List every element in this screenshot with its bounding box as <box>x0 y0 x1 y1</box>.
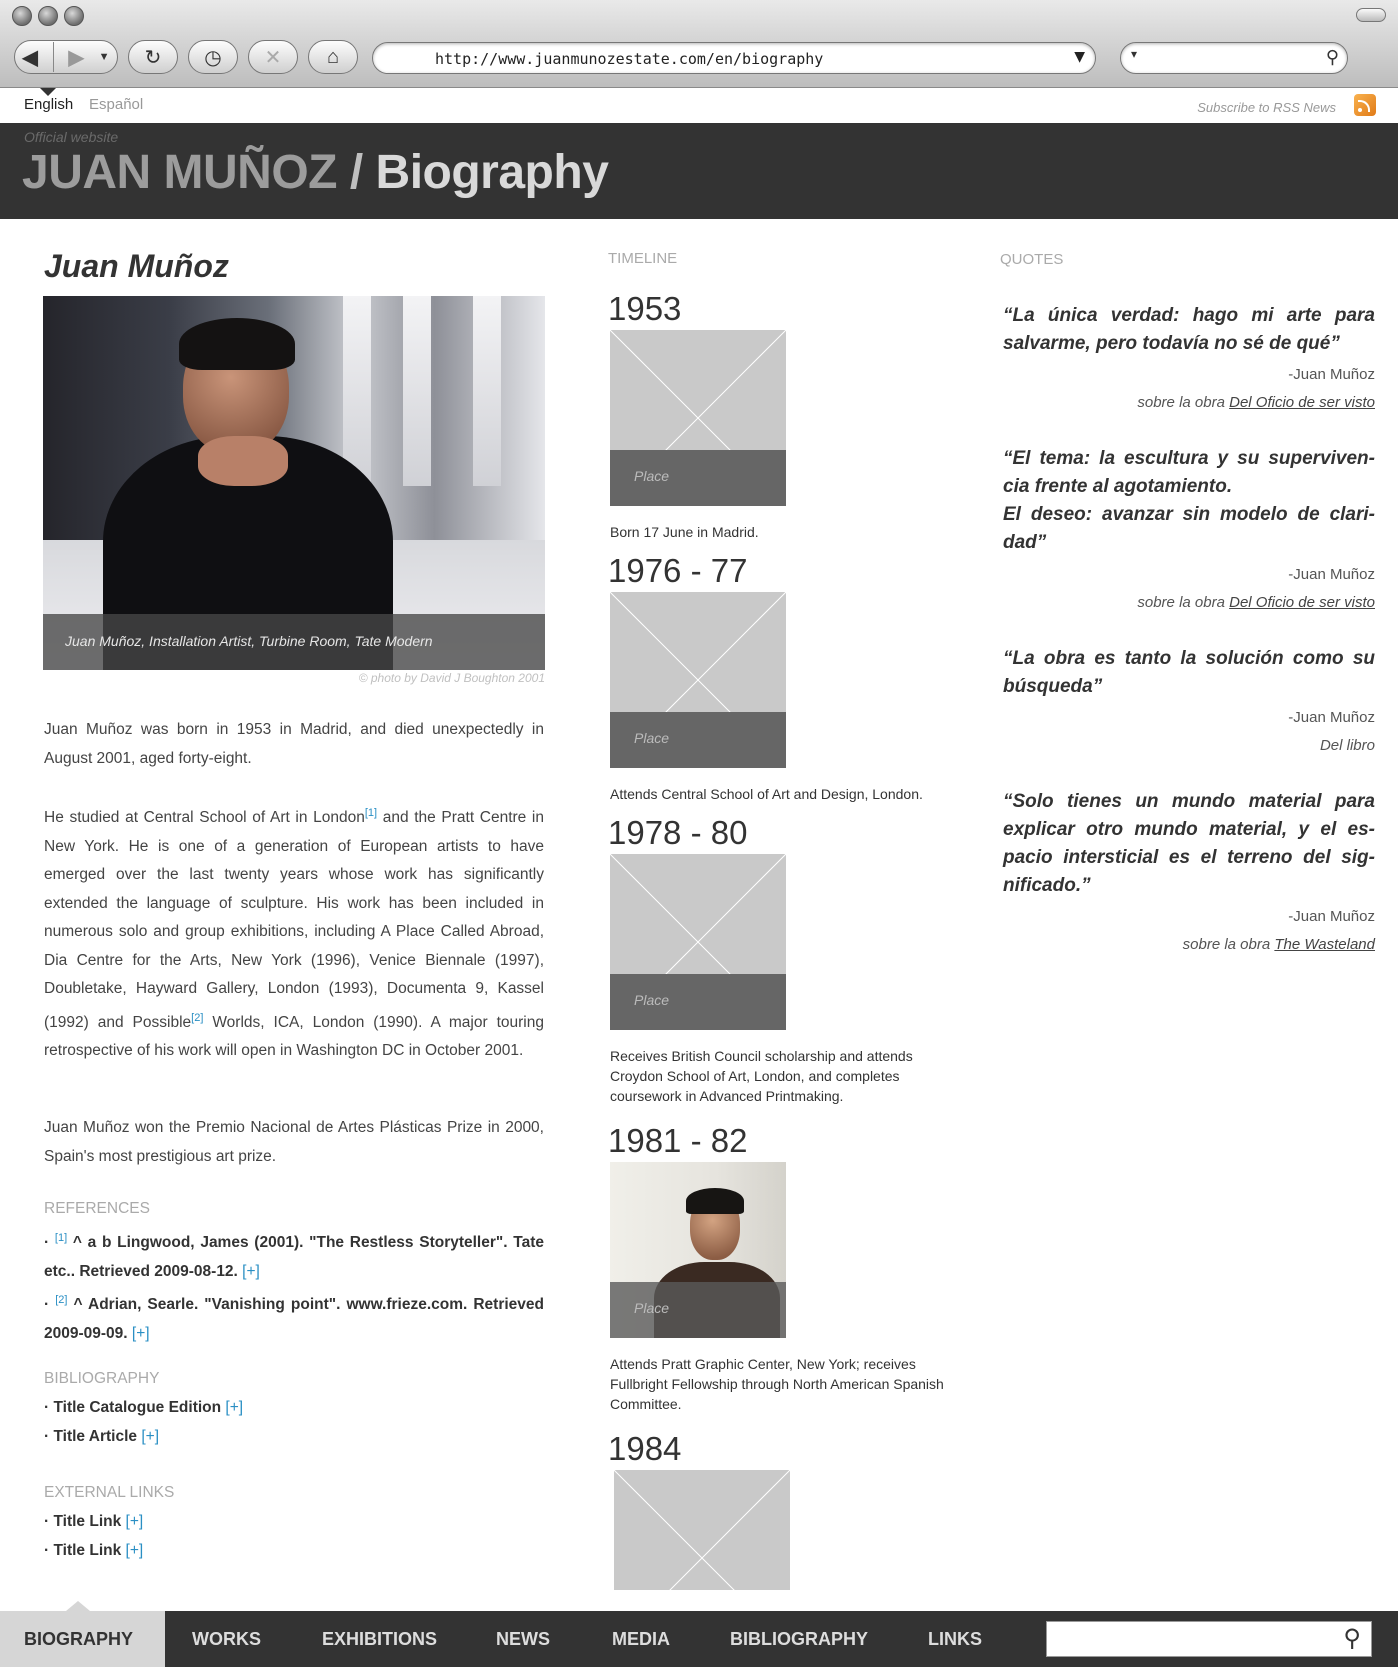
quote-source <box>1003 936 1375 953</box>
expand-button[interactable]: [+] <box>125 1513 144 1530</box>
background-window <box>403 296 431 486</box>
site-subtitle: Official website <box>24 129 119 145</box>
reference-text: ^ a b Lingwood, James (2001). "The Restless Storyteller". Tate etc.. Retrieved 2009-08-12. <box>44 1234 544 1280</box>
bottom-navigation <box>0 1611 1398 1667</box>
timeline-year: 1953 <box>608 290 682 327</box>
photo-credit: © photo by David J Boughton 2001 <box>358 671 545 685</box>
figure-hands <box>198 436 288 486</box>
timeline-year: 1978 - 80 <box>608 814 748 851</box>
timeline-description: Attends Central School of Art and Design, London. <box>610 786 923 802</box>
source-prefix: sobre la obra <box>1137 394 1230 411</box>
quotes-title: QUOTES <box>1000 251 1064 268</box>
back-forward-group <box>14 40 118 74</box>
nav-media[interactable]: MEDIA <box>612 1629 670 1649</box>
active-language-indicator <box>40 88 56 96</box>
quote-text <box>1003 445 1375 557</box>
quote-author: -Juan Muñoz <box>1288 709 1375 726</box>
reference-link[interactable]: [1] <box>364 807 378 819</box>
quote-text: “Solo tienes un mundo material para explicar otro mundo material, y el es-pacio intersticial es el terreno del sig-nificado.” <box>1003 791 1375 896</box>
source-prefix: sobre la obra <box>1137 594 1230 611</box>
timeline-year: 1984 <box>608 1430 682 1467</box>
bio-text-segment: He studied at Central School of Art in London <box>44 809 365 827</box>
reference-item <box>44 1224 544 1286</box>
nav-links[interactable]: LINKS <box>928 1629 982 1649</box>
nav-exhibitions[interactable]: EXHIBITIONS <box>322 1629 438 1649</box>
quote-text: “La obra es tanto la solución como su búsqueda” <box>1003 648 1375 697</box>
minimize-window-icon[interactable] <box>38 6 58 26</box>
expand-button[interactable]: [+] <box>131 1324 150 1342</box>
timeline-place-label: Place <box>610 974 786 1030</box>
timeline-place-label: Place <box>610 1282 786 1338</box>
history-button[interactable] <box>188 40 238 74</box>
references-title: REFERENCES <box>44 1200 150 1217</box>
artist-name[interactable]: JUAN MUÑOZ <box>22 146 337 199</box>
expand-button[interactable]: [+] <box>141 1427 160 1445</box>
quote-source <box>1003 394 1375 411</box>
address-bar[interactable] <box>372 42 1096 74</box>
title-separator: / <box>349 146 363 199</box>
search-engine-dropdown-icon[interactable]: ▾ <box>1131 47 1138 61</box>
bio-paragraph: Juan Muñoz was born in 1953 in Madrid, and died unexpectedly in August 2001, aged forty-eight. <box>44 721 544 767</box>
placeholder-cross-icon <box>614 1470 790 1590</box>
timeline-year: 1981 - 82 <box>608 1122 748 1159</box>
search-icon: ⚲ <box>1325 47 1339 67</box>
source-link[interactable]: The Wasteland <box>1274 936 1375 953</box>
reference-item <box>44 1286 544 1348</box>
url-text: http://www.juanmunozestate.com/en/biography <box>435 50 824 68</box>
close-window-icon[interactable] <box>12 6 32 26</box>
list-item[interactable] <box>44 1508 143 1537</box>
quote-source <box>1003 594 1375 611</box>
source-text: Del libro <box>1319 737 1375 754</box>
list-item[interactable] <box>44 1423 243 1452</box>
external-link-label[interactable]: · Title Link <box>44 1513 126 1530</box>
external-links-title: EXTERNAL LINKS <box>44 1484 175 1501</box>
quote-author: -Juan Muñoz <box>1288 566 1375 583</box>
zoom-window-icon[interactable] <box>64 6 84 26</box>
reference-text: ^ Adrian, Searle. "Vanishing point". www.frieze.com. Retrieved 2009-09-09. <box>44 1296 545 1342</box>
quote-author: -Juan Muñoz <box>1288 908 1375 925</box>
quote-line: “El tema: la escultura y su superviven-cia frente al agotamiento. <box>1003 448 1375 497</box>
timeline-photo[interactable] <box>610 1162 786 1338</box>
language-spanish[interactable]: Español <box>89 96 144 113</box>
close-icon: ✕ <box>264 46 282 69</box>
section-name: Biography <box>375 146 609 199</box>
site-search-input[interactable] <box>1046 1621 1372 1657</box>
timeline-image-placeholder[interactable] <box>614 1470 790 1590</box>
bibliography-item-label[interactable]: · Title Article <box>44 1427 142 1445</box>
portrait-hair <box>686 1188 744 1214</box>
reference-link[interactable]: [2] <box>191 1011 204 1024</box>
quote-text: “La única verdad: hago mi arte para salvarme, pero todavía no sé de qué” <box>1003 305 1375 354</box>
rss-icon[interactable] <box>1354 94 1376 116</box>
reference-marker[interactable]: [1] <box>54 1232 68 1244</box>
source-link[interactable]: Del Oficio de ser visto <box>1229 394 1375 411</box>
page-title <box>22 145 608 200</box>
nav-label: BIOGRAPHY <box>24 1629 134 1649</box>
reload-button[interactable] <box>128 40 178 74</box>
source-link[interactable]: Del Oficio de ser visto <box>1229 594 1375 611</box>
bullet: · <box>44 1234 50 1252</box>
timeline-image-placeholder[interactable] <box>610 330 786 506</box>
bibliography-title: BIBLIOGRAPHY <box>44 1370 160 1387</box>
quote-line: El deseo: avanzar sin modelo de clari-dad” <box>1003 504 1375 553</box>
nav-works[interactable]: WORKS <box>192 1629 261 1649</box>
bibliography-list <box>44 1394 243 1451</box>
bio-text-segment: and the Pratt Centre in New York. He is one of a generation of European artists to have emerged over the last twenty years whose work has significantly extended the language of sculpture. His work has been included in numerous solo and group exhibitions, including A Place Called Abroad, Dia Centre for the Arts, New York (1996), Venice Biennale (1997), Doubletake, Hayward Gallery, London (1993), Documenta 9, Kassel (1992) and Possible <box>44 809 544 1031</box>
url-dropdown-icon[interactable]: ▼ <box>1074 49 1085 65</box>
artist-photo <box>43 296 545 670</box>
timeline-image-placeholder[interactable] <box>610 592 786 768</box>
nav-bibliography[interactable]: BIBLIOGRAPHY <box>730 1629 869 1649</box>
expand-button[interactable]: [+] <box>225 1399 244 1416</box>
clock-icon: ◷ <box>204 46 222 69</box>
quote-author: -Juan Muñoz <box>1288 366 1375 383</box>
nav-news[interactable]: NEWS <box>496 1629 550 1649</box>
timeline-year: 1976 - 77 <box>608 552 748 589</box>
toolbar-toggle-button[interactable] <box>1356 8 1386 22</box>
background-window <box>473 296 501 486</box>
search-icon[interactable]: ⚲ <box>1343 1625 1361 1652</box>
timeline-description: Attends Pratt Graphic Center, New York; receives Fullbright Fellowship through North American Spanish Committee. <box>610 1356 944 1412</box>
bio-paragraph: Juan Muñoz won the Premio Nacional de Artes Plásticas Prize in 2000, Spain's most prestigious art prize. <box>44 1119 544 1165</box>
browser-search-field[interactable] <box>1120 42 1348 74</box>
timeline-place-label: Place <box>610 450 786 506</box>
expand-button[interactable]: [+] <box>242 1262 260 1280</box>
bio-paragraph <box>44 799 544 1066</box>
timeline-description: Receives British Council scholarship and attends Croydon School of Art, London, and completes coursework in Advanced Printmaking. <box>610 1048 913 1104</box>
references-list <box>44 1224 544 1348</box>
forward-arrow-icon[interactable]: ▶ <box>68 46 84 69</box>
source-prefix: sobre la obra <box>1182 936 1275 953</box>
nav-biography[interactable] <box>0 1611 165 1667</box>
bibliography-item-label[interactable]: · Title Catalogue Edition <box>44 1399 226 1416</box>
quote-source <box>1003 737 1375 754</box>
rss-subscribe-link[interactable]: Subscribe to RSS News <box>1197 100 1336 115</box>
stop-button[interactable] <box>248 40 298 74</box>
expand-button[interactable]: [+] <box>125 1541 144 1559</box>
external-link-label[interactable]: · Title Link <box>44 1541 126 1559</box>
reload-icon: ↻ <box>144 46 162 69</box>
bullet: · <box>44 1296 50 1314</box>
timeline-place-label: Place <box>610 712 786 768</box>
divider <box>53 42 54 72</box>
active-nav-indicator <box>66 1601 90 1611</box>
browser-toolbar <box>0 0 1398 88</box>
background-window <box>343 296 371 486</box>
figure-hair <box>179 318 295 370</box>
photo-caption: Juan Muñoz, Installation Artist, Turbine Room, Tate Modern <box>43 614 545 670</box>
language-english[interactable]: English <box>24 96 74 113</box>
home-button[interactable] <box>308 40 358 74</box>
page-header <box>0 123 1398 219</box>
timeline-title: TIMELINE <box>608 250 678 267</box>
window-controls <box>12 6 84 26</box>
language-bar <box>0 88 1398 123</box>
timeline-image-placeholder[interactable] <box>610 854 786 1030</box>
home-icon: ⌂ <box>326 45 340 68</box>
bio-heading: Juan Muñoz <box>44 248 229 284</box>
list-item[interactable] <box>44 1394 243 1423</box>
back-arrow-icon[interactable]: ◀ <box>22 46 38 69</box>
reference-marker[interactable]: [2] <box>55 1294 68 1307</box>
list-item[interactable] <box>44 1537 143 1566</box>
timeline-description: Born 17 June in Madrid. <box>610 524 759 540</box>
history-dropdown-icon[interactable]: ▼ <box>98 51 110 63</box>
bio-text-segment: Worlds, ICA, London (1990). A major touring retrospective of his work will open in Washington DC in October 2001. <box>44 1013 544 1060</box>
external-links-list <box>44 1508 143 1565</box>
